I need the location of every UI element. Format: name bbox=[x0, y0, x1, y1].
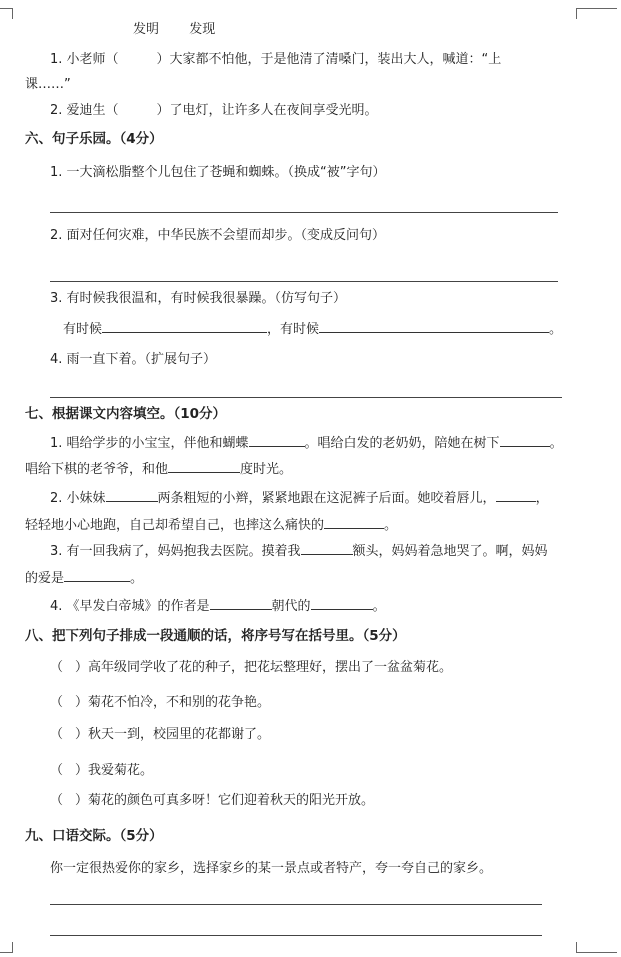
answer-line[interactable] bbox=[50, 281, 558, 282]
blank[interactable] bbox=[301, 542, 353, 555]
crop-mark-top-right bbox=[576, 8, 617, 19]
crop-mark-top-left bbox=[0, 8, 13, 19]
blank[interactable] bbox=[319, 320, 549, 333]
ordering-item: （ ）我爱菊花。 bbox=[50, 763, 154, 778]
fill-sentence: 的爱是 。 bbox=[25, 571, 144, 586]
fill-sentence: 1. 唱给学步的小宝宝，伴他和蝴蝶 。唱给白发的老奶奶，陪她在树下 。 bbox=[50, 436, 563, 451]
blank[interactable] bbox=[500, 434, 550, 447]
ordering-item: （ ）高年级同学收了花的种子，把花坛整理好，摆出了一盆盆菊花。 bbox=[50, 660, 453, 675]
blank[interactable] bbox=[496, 489, 536, 502]
word-option: 发明 bbox=[133, 22, 160, 37]
blank[interactable] bbox=[102, 320, 267, 333]
word-bank bbox=[133, 22, 215, 38]
question-line: 3. 有时候我很温和，有时候我很暴躁。（仿写句子） bbox=[50, 291, 347, 306]
section-title: 九、口语交际。（5分） bbox=[25, 828, 163, 844]
ordering-item: （ ）菊花不怕冷，不和别的花争艳。 bbox=[50, 695, 271, 710]
word-option: 发现 bbox=[189, 22, 216, 37]
fill-sentence: 3. 有一回我病了，妈妈抱我去医院。摸着我 额头，妈妈着急地哭了。啊，妈妈 bbox=[50, 544, 548, 559]
ordering-item: （ ）秋天一到，校园里的花都谢了。 bbox=[50, 727, 271, 742]
blank[interactable] bbox=[64, 569, 130, 582]
question-line: 1. 一大滴松脂整个儿包住了苍蝇和蜘蛛。（换成“被”字句） bbox=[50, 165, 386, 180]
question-line: 4. 雨一直下着。（扩展句子） bbox=[50, 352, 217, 367]
blank[interactable] bbox=[311, 597, 373, 610]
fill-sentence: 有时候 ，有时候 。 bbox=[63, 322, 563, 337]
question-line: 1. 小老师（ ）大家都不怕他，于是他清了清嗓门，装出大人，喊道：“上 bbox=[50, 52, 502, 67]
ordering-item: （ ）菊花的颜色可真多呀！它们迎着秋天的阳光开放。 bbox=[50, 793, 375, 808]
section-title: 七、根据课文内容填空。（10分） bbox=[25, 406, 227, 422]
prompt-text: 你一定很热爱你的家乡，选择家乡的某一景点或者特产，夸一夸自己的家乡。 bbox=[50, 861, 493, 876]
fill-sentence: 轻轻地小心地跑，自己却希望自己，也摔这么痛快的 。 bbox=[25, 518, 398, 533]
section-title: 八、把下列句子排成一段通顺的话，将序号写在括号里。（5分） bbox=[25, 628, 406, 644]
section-title: 六、句子乐园。（4分） bbox=[25, 131, 163, 147]
answer-line[interactable] bbox=[50, 904, 542, 905]
fill-sentence: 唱给下棋的老爷爷，和他 度时光。 bbox=[25, 462, 293, 477]
blank[interactable] bbox=[210, 597, 272, 610]
blank[interactable] bbox=[106, 489, 158, 502]
answer-line[interactable] bbox=[50, 935, 542, 936]
question-line: 2. 爱迪生（ ）了电灯，让许多人在夜间享受光明。 bbox=[50, 103, 378, 118]
question-line: 2. 面对任何灾难，中华民族不会望而却步。（变成反问句） bbox=[50, 228, 386, 243]
blank[interactable] bbox=[168, 460, 240, 473]
crop-mark-bottom-right bbox=[576, 942, 617, 953]
fill-sentence: 4. 《早发白帝城》的作者是 朝代的 。 bbox=[50, 599, 386, 614]
question-line: 课……” bbox=[25, 77, 71, 92]
fill-sentence: 2. 小妹妹 两条粗短的小辫，紧紧地跟在这泥裤子后面。她咬着唇儿， ， bbox=[50, 491, 549, 506]
blank[interactable] bbox=[324, 516, 384, 529]
answer-line[interactable] bbox=[50, 397, 562, 398]
blank[interactable] bbox=[249, 434, 305, 447]
answer-line[interactable] bbox=[50, 212, 558, 213]
crop-mark-bottom-left bbox=[0, 942, 13, 953]
